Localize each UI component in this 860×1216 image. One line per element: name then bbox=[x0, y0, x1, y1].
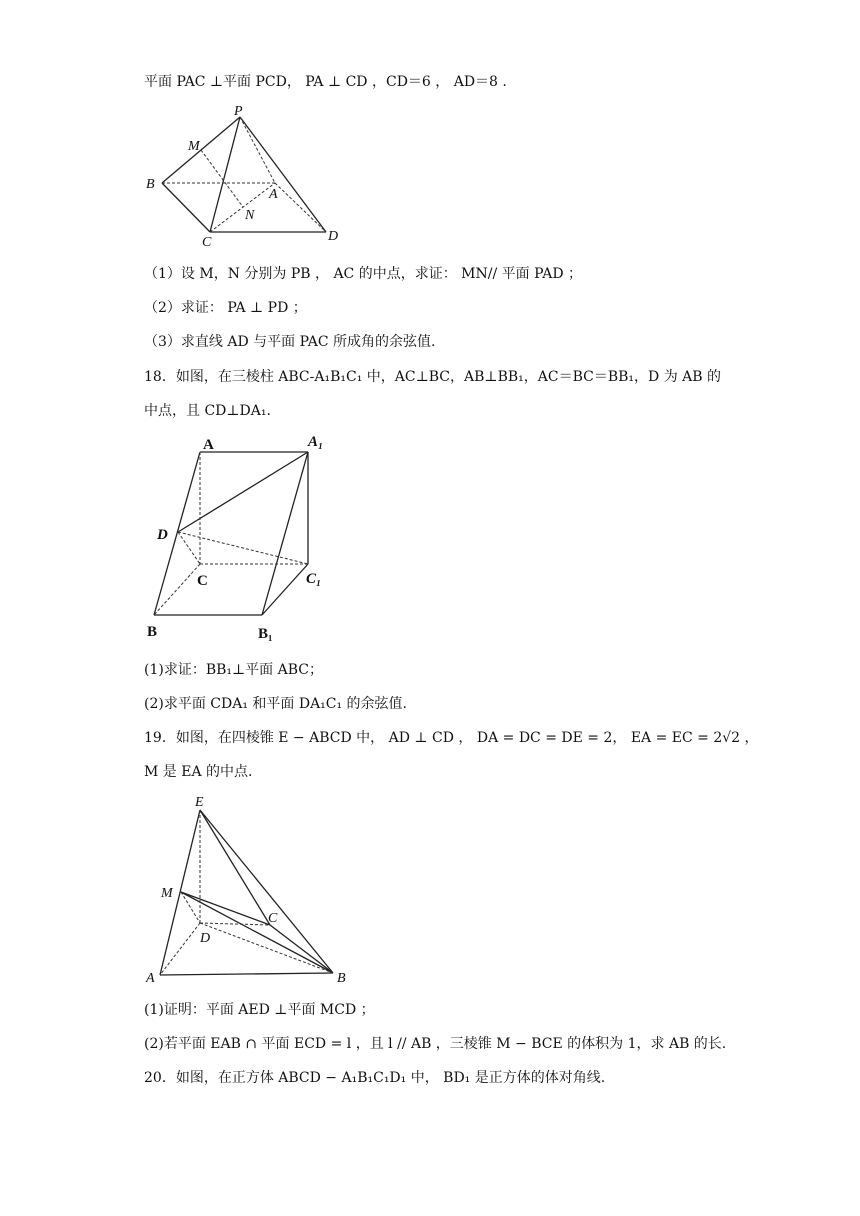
q19-label-a: A bbox=[146, 971, 155, 986]
q17-label-p: P bbox=[234, 104, 243, 119]
q19-sub2: (2)若平面 EAB ∩ 平面 ECD = l ，且 l // AB ，三棱锥 M − BCE 的体积为 1，求 AB 的长. bbox=[144, 1036, 727, 1052]
q19-label-b: B bbox=[337, 971, 346, 986]
q18-prism-figure bbox=[140, 428, 340, 644]
q17-condition-line: 平面 PAC ⊥平面 PCD， PA ⊥ CD ，CD＝6 ， AD＝8 . bbox=[144, 74, 507, 90]
q17-sub3: （3）求直线 AD 与平面 PAC 所成角的余弦值. bbox=[144, 334, 436, 350]
q19-label-d: D bbox=[200, 931, 211, 946]
q17-label-n: N bbox=[245, 208, 255, 223]
q19-stem-line1: 19．如图，在四棱锥 E − ABCD 中， AD ⊥ CD ， DA = DC = DE = 2， EA = EC = 2√2 ， bbox=[144, 730, 759, 746]
q19-sub1: (1)证明：平面 AED ⊥平面 MCD ； bbox=[144, 1002, 375, 1018]
q19-pyramid-figure bbox=[140, 790, 360, 986]
q17-pyramid-figure bbox=[140, 104, 350, 250]
q18-label-a: A bbox=[203, 437, 214, 453]
q19-label-m: M bbox=[161, 886, 173, 901]
q18-label-b: B bbox=[147, 624, 158, 640]
q19-stem-line2: M 是 EA 的中点. bbox=[144, 764, 253, 780]
q17-label-d: D bbox=[328, 229, 339, 244]
q17-sub1: （1）设 M，N 分别为 PB ， AC 的中点，求证： MN// 平面 PAD ； bbox=[144, 266, 583, 282]
q19-label-c: C bbox=[268, 911, 278, 926]
q17-label-m: M bbox=[188, 139, 200, 154]
q18-label-c: C bbox=[197, 573, 208, 589]
q17-label-a: A bbox=[269, 187, 278, 202]
q18-stem-line1: 18．如图，在三棱柱 ABC-A₁B₁C₁ 中，AC⊥BC，AB⊥BB₁，AC＝BC＝BB₁，D 为 AB 的 bbox=[144, 369, 722, 385]
q18-label-a1: A₁ bbox=[308, 434, 324, 450]
q17-sub2: （2）求证： PA ⊥ PD ； bbox=[144, 300, 307, 316]
q17-label-c: C bbox=[202, 235, 212, 250]
q18-sub2: (2)求平面 CDA₁ 和平面 DA₁C₁ 的余弦值. bbox=[144, 696, 408, 712]
q18-label-d: D bbox=[157, 527, 168, 543]
q19-label-e: E bbox=[195, 795, 204, 810]
q18-label-b1: B₁ bbox=[258, 626, 273, 642]
q20-stem-line1: 20．如图，在正方体 ABCD − A₁B₁C₁D₁ 中， BD₁ 是正方体的体对角线. bbox=[144, 1070, 606, 1086]
q18-sub1: (1)求证：BB₁⊥平面 ABC； bbox=[144, 662, 324, 678]
q17-label-b: B bbox=[146, 177, 155, 192]
q18-label-c1: C₁ bbox=[306, 571, 322, 587]
q18-stem-line2: 中点，且 CD⊥DA₁. bbox=[144, 403, 271, 419]
